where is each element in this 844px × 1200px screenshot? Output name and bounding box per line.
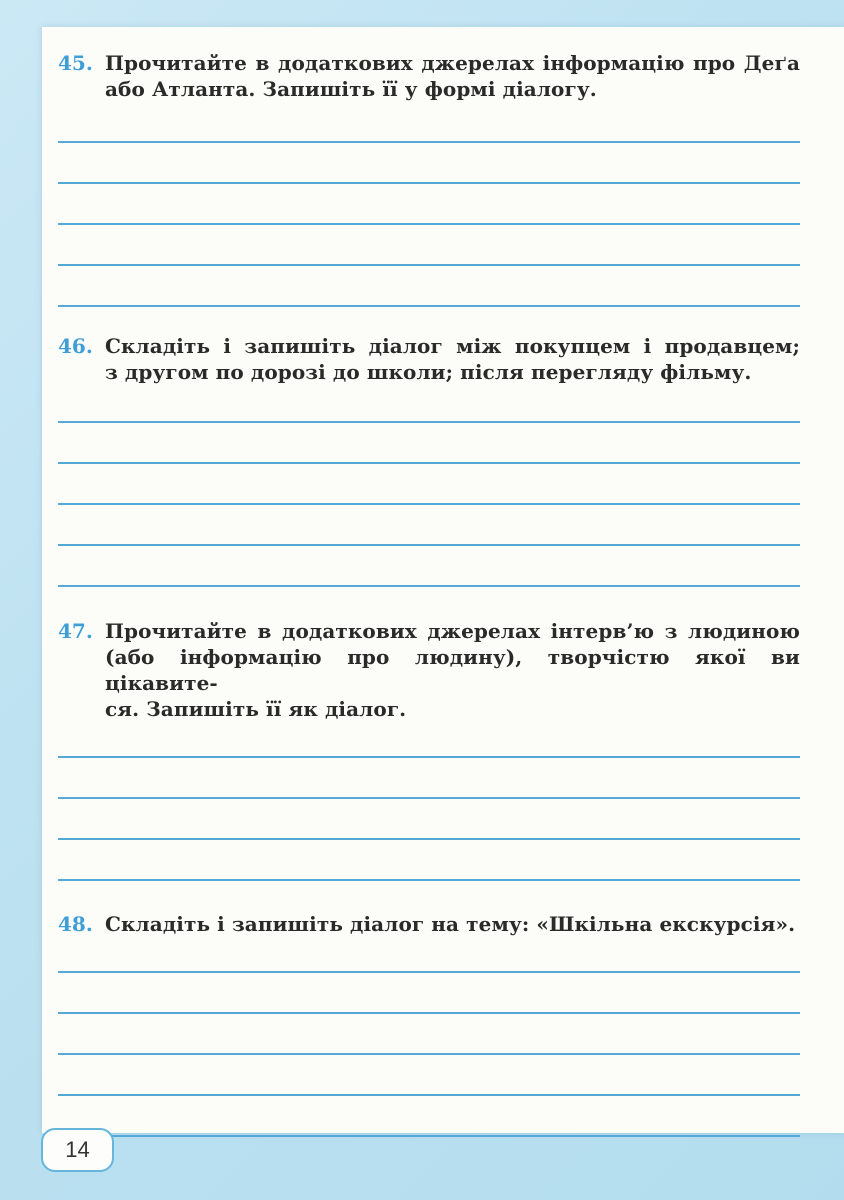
exercise-47-number: 47. xyxy=(58,619,93,643)
exercise-46-task-text xyxy=(105,333,800,385)
blank-answer-line xyxy=(58,266,800,307)
task-text-line: з другом по дорозі до школи; після перегляду фільму. xyxy=(105,360,752,384)
task-text-line: ся. Запишіть її як діалог. xyxy=(105,697,407,721)
blank-answer-line xyxy=(58,382,800,423)
exercise-48-heading xyxy=(58,911,800,937)
exercise-46 xyxy=(58,333,800,587)
blank-answer-line xyxy=(58,184,800,225)
exercise-45-heading xyxy=(58,50,800,102)
blank-answer-line xyxy=(58,464,800,505)
exercise-46-number: 46. xyxy=(58,334,93,358)
exercise-45-number: 45. xyxy=(58,51,93,75)
blank-answer-line xyxy=(58,225,800,266)
blank-answer-line xyxy=(58,423,800,464)
exercise-47-task-text xyxy=(105,618,800,722)
task-text-line: Складіть і запишіть діалог між покупцем і продавцем; xyxy=(105,334,800,358)
blank-answer-line xyxy=(58,758,800,799)
task-text-line: Складіть і запишіть діалог на тему: «Шкільна екскурсія». xyxy=(105,912,796,936)
task-text-line: Прочитайте в додаткових джерелах інтерв’ю з людиною xyxy=(105,619,800,643)
blank-answer-line xyxy=(58,717,800,758)
blank-answer-line xyxy=(58,932,800,973)
blank-answer-line xyxy=(58,840,800,881)
exercise-45-answer-lines xyxy=(58,102,800,307)
exercise-48-task-text xyxy=(105,911,800,937)
exercise-46-heading xyxy=(58,333,800,385)
blank-answer-line xyxy=(58,143,800,184)
exercise-47-answer-lines xyxy=(58,717,800,881)
blank-answer-line xyxy=(58,546,800,587)
exercise-48-answer-lines xyxy=(58,932,800,1137)
exercise-47 xyxy=(58,618,800,881)
blank-answer-line xyxy=(58,1055,800,1096)
exercise-48-number: 48. xyxy=(58,912,93,936)
exercise-45 xyxy=(58,50,800,307)
task-text-line: Прочитайте в додаткових джерелах інформацію про Деґа xyxy=(105,51,800,75)
task-text-line: або Атланта. Запишіть її у формі діалогу. xyxy=(105,77,597,101)
exercise-47-heading xyxy=(58,618,800,722)
exercise-48 xyxy=(58,911,800,1137)
blank-answer-line xyxy=(58,1014,800,1055)
blank-answer-line xyxy=(58,799,800,840)
exercise-46-answer-lines xyxy=(58,382,800,587)
blank-answer-line xyxy=(58,505,800,546)
task-text-line: (або інформацію про людину), творчістю якої ви цікавите- xyxy=(105,645,800,695)
blank-answer-line xyxy=(58,102,800,143)
blank-answer-line xyxy=(58,973,800,1014)
blank-answer-line xyxy=(58,1096,800,1137)
page-number: 14 xyxy=(65,1137,90,1162)
workbook-page xyxy=(42,27,844,1133)
exercise-45-task-text xyxy=(105,50,800,102)
page-number-badge xyxy=(41,1128,114,1172)
